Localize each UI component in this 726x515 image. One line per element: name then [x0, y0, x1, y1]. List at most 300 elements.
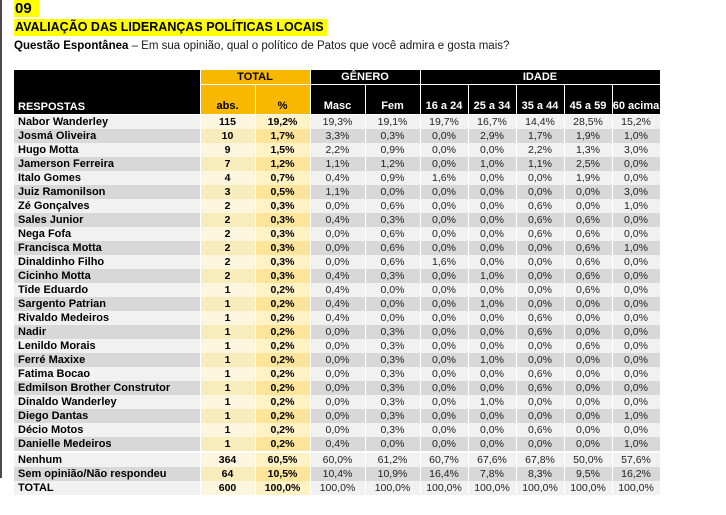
- cell-value: 0,4%: [310, 269, 365, 283]
- table-row: [14, 185, 660, 199]
- respondent-name: Diego Dantas: [14, 409, 200, 423]
- respondent-name: TOTAL: [14, 481, 200, 495]
- respondent-name: Hugo Motta: [14, 143, 200, 157]
- cell-value: 16,2%: [612, 467, 660, 481]
- cell-value: 19,1%: [365, 115, 420, 130]
- cell-value: 0,0%: [564, 381, 612, 395]
- cell-value: 0,0%: [468, 255, 516, 269]
- cell-value: 0,9%: [365, 143, 420, 157]
- pct-value: 0,3%: [255, 199, 310, 213]
- cell-value: 0,0%: [420, 129, 468, 143]
- cell-value: 0,6%: [516, 227, 564, 241]
- cell-value: 0,6%: [516, 325, 564, 339]
- cell-value: 0,0%: [468, 311, 516, 325]
- cell-value: 0,0%: [365, 185, 420, 199]
- pct-value: 0,3%: [255, 241, 310, 255]
- cell-value: 0,6%: [516, 381, 564, 395]
- cell-value: 0,0%: [420, 325, 468, 339]
- cell-value: 0,3%: [365, 423, 420, 437]
- header-masc: Masc: [310, 85, 365, 115]
- respondent-name: Sales Junior: [14, 213, 200, 227]
- abs-value: 1: [200, 395, 255, 409]
- abs-value: 2: [200, 255, 255, 269]
- cell-value: 3,3%: [310, 129, 365, 143]
- respondent-name: Nabor Wanderley: [14, 115, 200, 130]
- cell-value: 1,6%: [420, 171, 468, 185]
- cell-value: 0,0%: [420, 157, 468, 171]
- respondent-name: Ferré Maxixe: [14, 353, 200, 367]
- cell-value: 0,0%: [516, 255, 564, 269]
- cell-value: 1,0%: [612, 199, 660, 213]
- cell-value: 0,0%: [612, 395, 660, 409]
- cell-value: 0,0%: [612, 311, 660, 325]
- cell-value: 8,3%: [516, 467, 564, 481]
- cell-value: 0,0%: [516, 353, 564, 367]
- cell-value: 0,0%: [420, 409, 468, 423]
- cell-value: 0,6%: [365, 227, 420, 241]
- abs-value: 7: [200, 157, 255, 171]
- header-pct: %: [255, 85, 310, 115]
- cell-value: 1,0%: [612, 129, 660, 143]
- respondent-name: Italo Gomes: [14, 171, 200, 185]
- table-row: [14, 241, 660, 255]
- cell-value: 1,6%: [420, 255, 468, 269]
- pct-value: 0,2%: [255, 283, 310, 297]
- table-row: [14, 213, 660, 227]
- group-header-total: TOTAL: [200, 70, 310, 85]
- table-row: [14, 171, 660, 185]
- cell-value: 0,0%: [365, 437, 420, 452]
- cell-value: 0,0%: [516, 339, 564, 353]
- cell-value: 0,0%: [468, 199, 516, 213]
- pct-value: 19,2%: [255, 115, 310, 130]
- cell-value: 0,4%: [310, 283, 365, 297]
- cell-value: 15,2%: [612, 115, 660, 130]
- table-row: [14, 199, 660, 213]
- table-row: [14, 283, 660, 297]
- cell-value: 0,0%: [420, 185, 468, 199]
- header-respostas: RESPOSTAS: [14, 70, 200, 115]
- cell-value: 0,0%: [310, 423, 365, 437]
- abs-value: 1: [200, 367, 255, 381]
- pct-value: 0,7%: [255, 171, 310, 185]
- cell-value: 1,0%: [468, 269, 516, 283]
- cell-value: 0,0%: [468, 171, 516, 185]
- cell-value: 0,0%: [420, 339, 468, 353]
- cell-value: 0,0%: [310, 395, 365, 409]
- table-row: [14, 437, 660, 452]
- respondent-name: Sargento Patrian: [14, 297, 200, 311]
- table-row: [14, 269, 660, 283]
- abs-value: 600: [200, 481, 255, 495]
- cell-value: 0,0%: [516, 437, 564, 452]
- cell-value: 0,0%: [420, 241, 468, 255]
- cell-value: 0,6%: [365, 199, 420, 213]
- cell-value: 0,0%: [420, 437, 468, 452]
- abs-value: 2: [200, 269, 255, 283]
- group-header-genero: GÊNERO: [310, 70, 420, 85]
- respondent-name: Lenildo Morais: [14, 339, 200, 353]
- results-table: [14, 70, 661, 495]
- cell-value: 1,0%: [468, 157, 516, 171]
- cell-value: 2,2%: [516, 143, 564, 157]
- cell-value: 0,0%: [420, 227, 468, 241]
- cell-value: 0,0%: [516, 269, 564, 283]
- abs-value: 64: [200, 467, 255, 481]
- question-line: [14, 39, 726, 53]
- cell-value: 0,0%: [612, 283, 660, 297]
- cell-value: 0,6%: [564, 269, 612, 283]
- cell-value: 0,0%: [420, 297, 468, 311]
- respondent-name: Nadir: [14, 325, 200, 339]
- pct-value: 10,5%: [255, 467, 310, 481]
- cell-value: 0,0%: [420, 199, 468, 213]
- cell-value: 0,0%: [516, 171, 564, 185]
- cell-value: 100,0%: [310, 481, 365, 495]
- header-abs: abs.: [200, 85, 255, 115]
- abs-value: 1: [200, 423, 255, 437]
- cell-value: 67,8%: [516, 452, 564, 467]
- cell-value: 0,0%: [564, 185, 612, 199]
- abs-value: 3: [200, 185, 255, 199]
- cell-value: 0,3%: [365, 325, 420, 339]
- cell-value: 28,5%: [564, 115, 612, 130]
- abs-value: 1: [200, 353, 255, 367]
- cell-value: 1,1%: [516, 157, 564, 171]
- respondent-name: Sem opinião/Não respondeu: [14, 467, 200, 481]
- cell-value: 3,0%: [612, 185, 660, 199]
- cell-value: 0,0%: [564, 423, 612, 437]
- cell-value: 0,0%: [612, 367, 660, 381]
- cell-value: 0,0%: [564, 325, 612, 339]
- abs-value: 364: [200, 452, 255, 467]
- cell-value: 0,0%: [468, 143, 516, 157]
- cell-value: 0,3%: [365, 213, 420, 227]
- cell-value: 0,6%: [516, 423, 564, 437]
- abs-value: 2: [200, 213, 255, 227]
- cell-value: 0,0%: [420, 353, 468, 367]
- table-body-main: [14, 115, 660, 453]
- abs-value: 10: [200, 129, 255, 143]
- pct-value: 0,2%: [255, 381, 310, 395]
- abs-value: 1: [200, 409, 255, 423]
- cell-value: 0,0%: [310, 241, 365, 255]
- cell-value: 0,0%: [468, 367, 516, 381]
- table-row: [14, 481, 660, 495]
- cell-value: 0,6%: [564, 283, 612, 297]
- cell-value: 1,0%: [612, 241, 660, 255]
- table-row: [14, 381, 660, 395]
- cell-value: 0,0%: [420, 283, 468, 297]
- question-text: – Em sua opinião, qual o político de Patos que você admira e gosta mais?: [131, 40, 510, 52]
- abs-value: 115: [200, 115, 255, 130]
- cell-value: 57,6%: [612, 452, 660, 467]
- cell-value: 0,0%: [612, 339, 660, 353]
- cell-value: 1,0%: [468, 353, 516, 367]
- table-row: [14, 339, 660, 353]
- cell-value: 100,0%: [365, 481, 420, 495]
- cell-value: 1,9%: [564, 171, 612, 185]
- cell-value: 0,0%: [468, 213, 516, 227]
- abs-value: 1: [200, 297, 255, 311]
- cell-value: 0,0%: [420, 395, 468, 409]
- cell-value: 50,0%: [564, 452, 612, 467]
- cell-value: 1,0%: [612, 437, 660, 452]
- cell-value: 0,0%: [420, 143, 468, 157]
- cell-value: 0,9%: [365, 171, 420, 185]
- abs-value: 1: [200, 325, 255, 339]
- pct-value: 0,3%: [255, 213, 310, 227]
- header-35-44: 35 a 44: [516, 85, 564, 115]
- cell-value: 100,0%: [612, 481, 660, 495]
- respondent-name: Josmá Oliveira: [14, 129, 200, 143]
- abs-value: 1: [200, 381, 255, 395]
- cell-value: 1,0%: [468, 297, 516, 311]
- cell-value: 0,6%: [564, 339, 612, 353]
- cell-value: 0,3%: [365, 353, 420, 367]
- cell-value: 0,4%: [310, 171, 365, 185]
- cell-value: 0,0%: [468, 437, 516, 452]
- table-row: [14, 325, 660, 339]
- cell-value: 0,3%: [365, 395, 420, 409]
- page-border-line: [0, 0, 2, 478]
- table-row: [14, 157, 660, 171]
- cell-value: 0,0%: [468, 381, 516, 395]
- cell-value: 0,0%: [420, 213, 468, 227]
- respondent-name: Juiz Ramonilson: [14, 185, 200, 199]
- abs-value: 2: [200, 227, 255, 241]
- pct-value: 100,0%: [255, 481, 310, 495]
- respondent-name: Nenhum: [14, 452, 200, 467]
- cell-value: 0,0%: [365, 311, 420, 325]
- cell-value: 10,4%: [310, 467, 365, 481]
- cell-value: 0,4%: [310, 437, 365, 452]
- cell-value: 0,0%: [612, 157, 660, 171]
- cell-value: 0,0%: [612, 353, 660, 367]
- cell-value: 0,3%: [365, 367, 420, 381]
- cell-value: 16,4%: [420, 467, 468, 481]
- cell-value: 100,0%: [564, 481, 612, 495]
- respondent-name: Fatima Bocao: [14, 367, 200, 381]
- cell-value: 0,0%: [564, 367, 612, 381]
- cell-value: 0,6%: [516, 311, 564, 325]
- cell-value: 60,7%: [420, 452, 468, 467]
- cell-value: 0,0%: [310, 325, 365, 339]
- abs-value: 2: [200, 241, 255, 255]
- cell-value: 60,0%: [310, 452, 365, 467]
- cell-value: 0,6%: [516, 199, 564, 213]
- respondent-name: Francisca Motta: [14, 241, 200, 255]
- page-number: 09: [14, 0, 39, 17]
- cell-value: 0,0%: [468, 185, 516, 199]
- table-row: [14, 227, 660, 241]
- table-row: [14, 423, 660, 437]
- cell-value: 0,0%: [516, 185, 564, 199]
- cell-value: 0,0%: [516, 283, 564, 297]
- cell-value: 0,0%: [516, 395, 564, 409]
- cell-value: 1,1%: [310, 185, 365, 199]
- cell-value: 0,0%: [564, 409, 612, 423]
- abs-value: 1: [200, 339, 255, 353]
- pct-value: 1,2%: [255, 157, 310, 171]
- cell-value: 3,0%: [612, 143, 660, 157]
- cell-value: 0,0%: [420, 367, 468, 381]
- cell-value: 0,0%: [468, 325, 516, 339]
- abs-value: 1: [200, 437, 255, 452]
- cell-value: 0,0%: [516, 297, 564, 311]
- table-row: [14, 409, 660, 423]
- cell-value: 7,8%: [468, 467, 516, 481]
- cell-value: 0,3%: [365, 269, 420, 283]
- cell-value: 9,5%: [564, 467, 612, 481]
- cell-value: 0,3%: [365, 381, 420, 395]
- cell-value: 67,6%: [468, 452, 516, 467]
- respondent-name: Jamerson Ferreira: [14, 157, 200, 171]
- cell-value: 10,9%: [365, 467, 420, 481]
- cell-value: 0,6%: [516, 367, 564, 381]
- table-row: [14, 367, 660, 381]
- cell-value: 2,2%: [310, 143, 365, 157]
- cell-value: 0,0%: [612, 381, 660, 395]
- pct-value: 0,5%: [255, 185, 310, 199]
- cell-value: 0,0%: [310, 227, 365, 241]
- cell-value: 0,0%: [420, 423, 468, 437]
- cell-value: 1,3%: [564, 143, 612, 157]
- respondent-name: Danielle Medeiros: [14, 437, 200, 452]
- respondent-name: Décio Motos: [14, 423, 200, 437]
- cell-value: 0,0%: [310, 353, 365, 367]
- cell-value: 14,4%: [516, 115, 564, 130]
- cell-value: 0,0%: [468, 283, 516, 297]
- cell-value: 100,0%: [516, 481, 564, 495]
- cell-value: 0,3%: [365, 409, 420, 423]
- header-45-59: 45 a 59: [564, 85, 612, 115]
- cell-value: 1,2%: [365, 157, 420, 171]
- cell-value: 0,0%: [612, 269, 660, 283]
- cell-value: 0,0%: [420, 269, 468, 283]
- cell-value: 0,6%: [365, 255, 420, 269]
- table-row: [14, 255, 660, 269]
- cell-value: 0,0%: [516, 241, 564, 255]
- table-row: [14, 467, 660, 481]
- cell-value: 0,6%: [516, 213, 564, 227]
- pct-value: 0,2%: [255, 437, 310, 452]
- cell-value: 0,0%: [564, 199, 612, 213]
- cell-value: 0,0%: [564, 311, 612, 325]
- cell-value: 0,0%: [612, 171, 660, 185]
- table-row: [14, 115, 660, 130]
- cell-value: 1,0%: [468, 395, 516, 409]
- cell-value: 0,0%: [612, 213, 660, 227]
- cell-value: 0,0%: [468, 409, 516, 423]
- cell-value: 0,0%: [310, 255, 365, 269]
- pct-value: 0,2%: [255, 395, 310, 409]
- cell-value: 2,5%: [564, 157, 612, 171]
- pct-value: 0,2%: [255, 409, 310, 423]
- cell-value: 0,0%: [310, 367, 365, 381]
- cell-value: 0,0%: [468, 423, 516, 437]
- pct-value: 60,5%: [255, 452, 310, 467]
- pct-value: 0,2%: [255, 311, 310, 325]
- cell-value: 0,4%: [310, 213, 365, 227]
- cell-value: 0,0%: [612, 423, 660, 437]
- pct-value: 0,2%: [255, 423, 310, 437]
- cell-value: 0,0%: [468, 241, 516, 255]
- table-row: [14, 297, 660, 311]
- table-row: [14, 353, 660, 367]
- group-header-idade: IDADE: [420, 70, 660, 85]
- pct-value: 0,2%: [255, 367, 310, 381]
- respondent-name: Dinaldo Wanderley: [14, 395, 200, 409]
- cell-value: 0,0%: [564, 437, 612, 452]
- pct-value: 0,3%: [255, 255, 310, 269]
- respondent-name: Dinaldinho Filho: [14, 255, 200, 269]
- cell-value: 0,0%: [564, 395, 612, 409]
- pct-value: 0,2%: [255, 297, 310, 311]
- respondent-name: Tide Eduardo: [14, 283, 200, 297]
- pct-value: 0,2%: [255, 325, 310, 339]
- cell-value: 0,3%: [365, 339, 420, 353]
- cell-value: 1,7%: [516, 129, 564, 143]
- pct-value: 0,3%: [255, 227, 310, 241]
- cell-value: 0,0%: [516, 409, 564, 423]
- respondent-name: Edmilson Brother Construtor: [14, 381, 200, 395]
- table-row: [14, 129, 660, 143]
- table-row: [14, 452, 660, 467]
- table-row: [14, 143, 660, 157]
- cell-value: 2,9%: [468, 129, 516, 143]
- cell-value: 0,0%: [310, 381, 365, 395]
- cell-value: 61,2%: [365, 452, 420, 467]
- table-row: [14, 395, 660, 409]
- abs-value: 9: [200, 143, 255, 157]
- pct-value: 0,3%: [255, 269, 310, 283]
- cell-value: 1,1%: [310, 157, 365, 171]
- cell-value: 0,0%: [564, 297, 612, 311]
- pct-value: 1,5%: [255, 143, 310, 157]
- table-body-summary: [14, 452, 660, 495]
- cell-value: 0,6%: [564, 241, 612, 255]
- pct-value: 1,7%: [255, 129, 310, 143]
- header-fem: Fem: [365, 85, 420, 115]
- cell-value: 100,0%: [420, 481, 468, 495]
- cell-value: 1,0%: [612, 409, 660, 423]
- table-row: [14, 311, 660, 325]
- cell-value: 0,6%: [365, 241, 420, 255]
- cell-value: 100,0%: [468, 481, 516, 495]
- cell-value: 0,0%: [612, 227, 660, 241]
- question-label: Questão Espontânea: [14, 40, 129, 52]
- pct-value: 0,2%: [255, 353, 310, 367]
- cell-value: 0,0%: [310, 339, 365, 353]
- cell-value: 0,6%: [564, 213, 612, 227]
- cell-value: 0,0%: [420, 311, 468, 325]
- respondent-name: Nega Fofa: [14, 227, 200, 241]
- cell-value: 1,9%: [564, 129, 612, 143]
- cell-value: 0,0%: [612, 297, 660, 311]
- respondent-name: Cicinho Motta: [14, 269, 200, 283]
- abs-value: 2: [200, 199, 255, 213]
- cell-value: 0,4%: [310, 311, 365, 325]
- header-25-34: 25 a 34: [468, 85, 516, 115]
- cell-value: 0,0%: [310, 199, 365, 213]
- respondent-name: Rivaldo Medeiros: [14, 311, 200, 325]
- page-title: AVALIAÇÃO DAS LIDERANÇAS POLÍTICAS LOCAIS: [14, 19, 327, 36]
- cell-value: 0,6%: [564, 227, 612, 241]
- respondent-name: Zé Gonçalves: [14, 199, 200, 213]
- cell-value: 0,0%: [612, 255, 660, 269]
- cell-value: 0,0%: [365, 283, 420, 297]
